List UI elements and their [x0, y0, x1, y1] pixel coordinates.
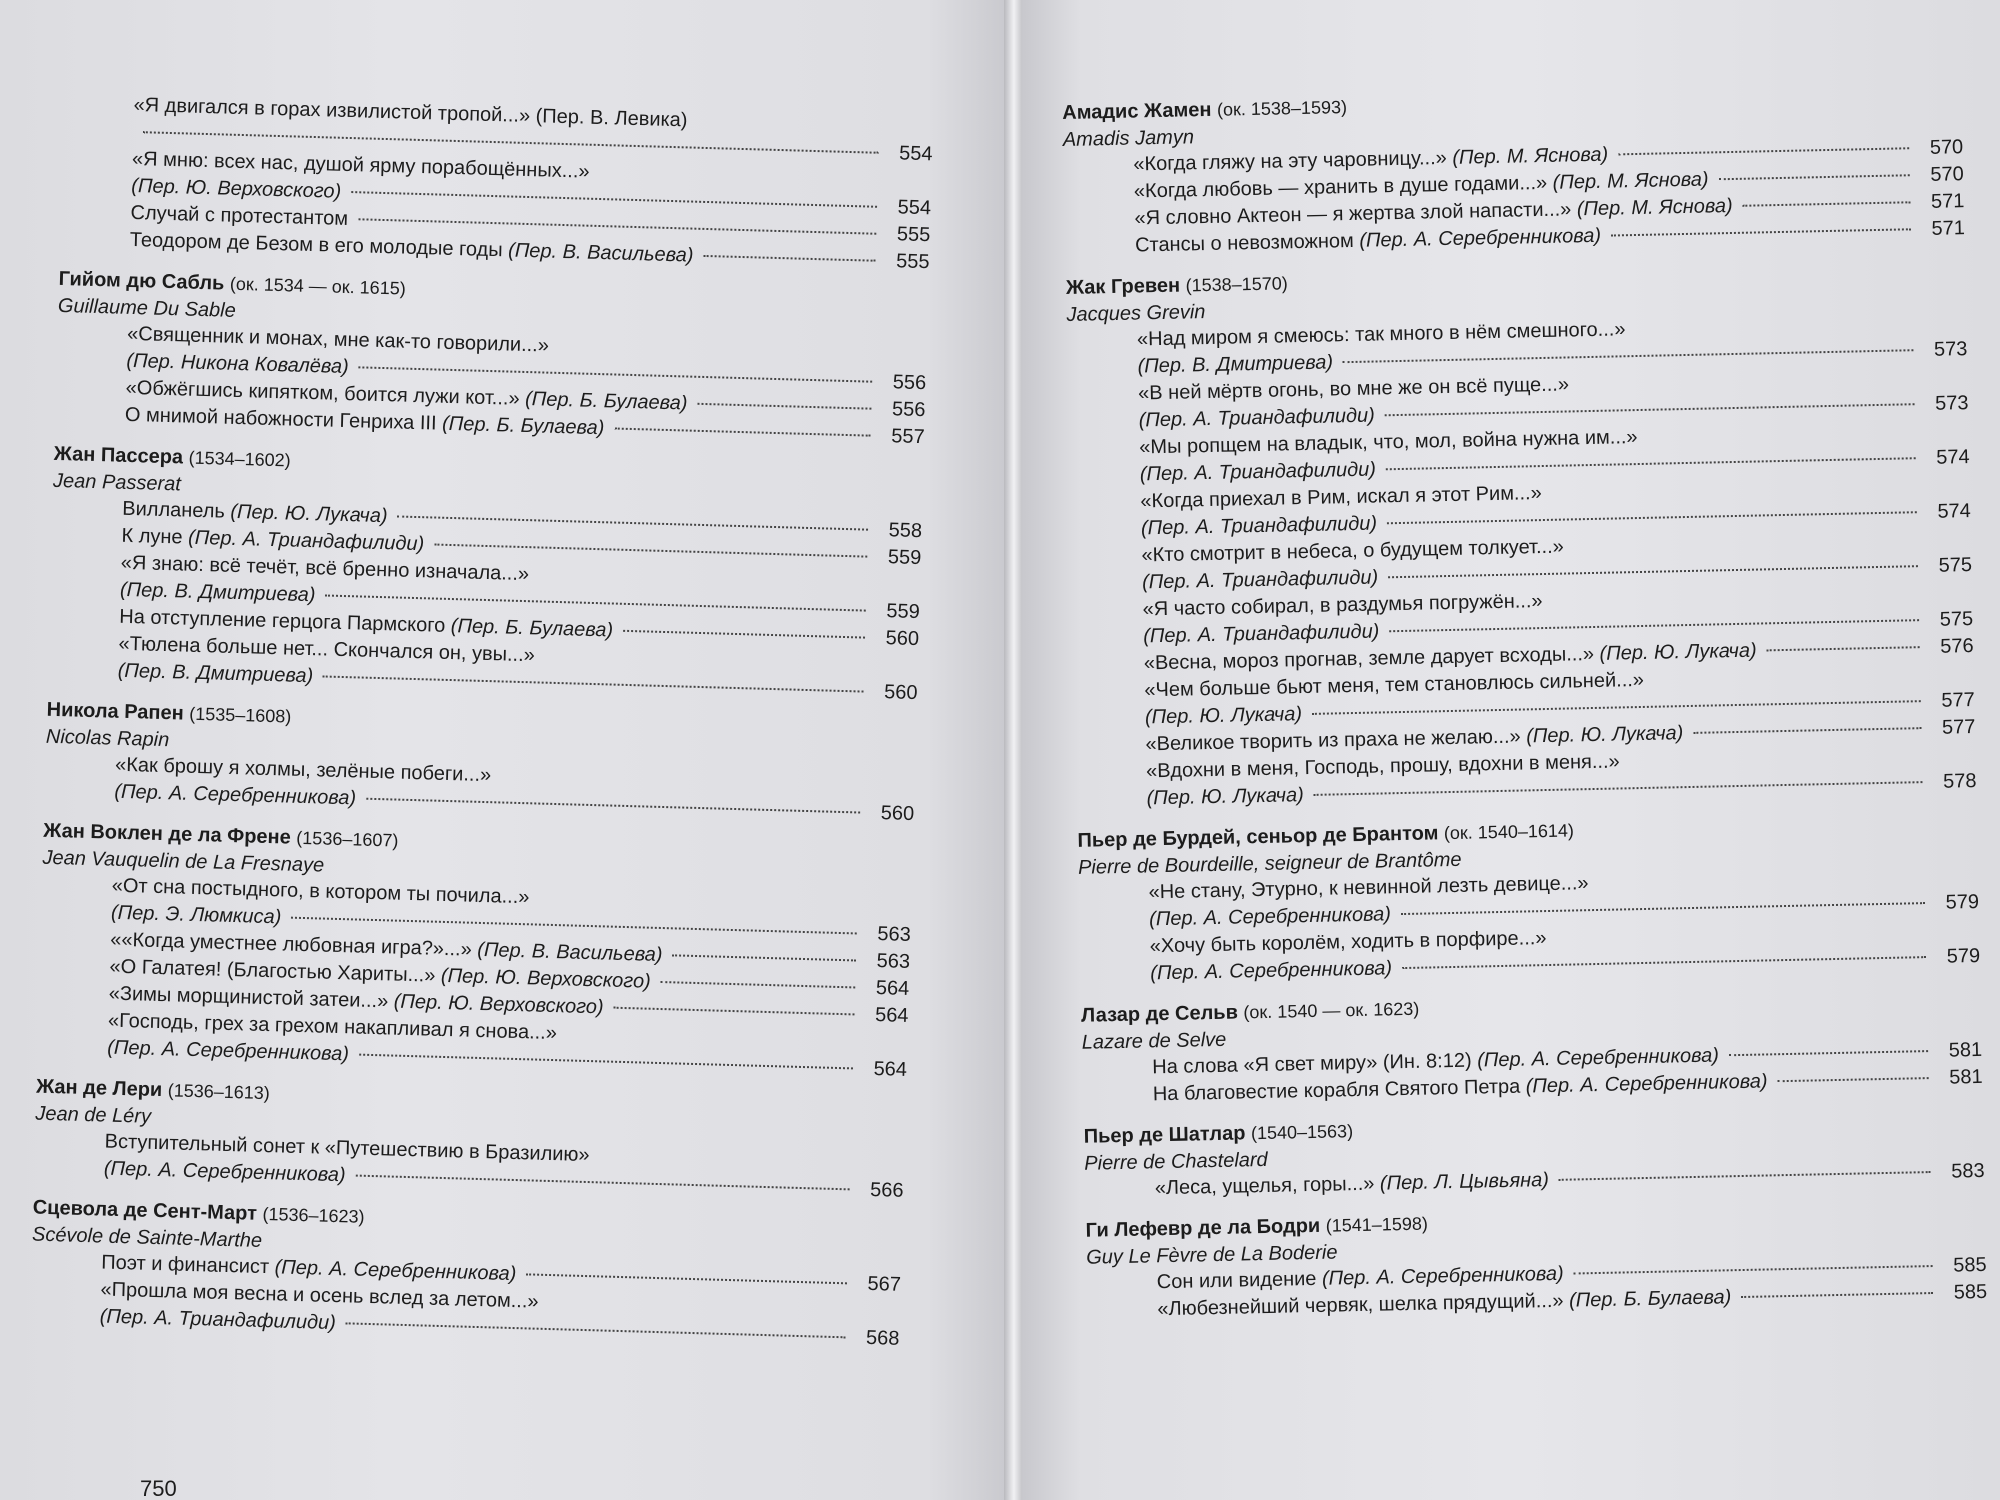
dot-leader: [1729, 1050, 1928, 1056]
entry-page-number: 585: [1953, 1280, 1988, 1304]
dot-leader: [1718, 174, 1909, 180]
author-dates: (1541–1598): [1325, 1213, 1429, 1236]
author-block: [47, 441, 923, 707]
dot-leader: [672, 954, 856, 961]
author-name: Сцевола де Сент-Март: [32, 1196, 258, 1225]
entry-page-number: 557: [890, 425, 925, 449]
entry-translator: (Пер. Ю. Лукача): [1146, 784, 1304, 810]
author-block: [1062, 81, 1965, 261]
entry-title-line: Вступительный сонет к «Путешествию в Бразилию»: [104, 1130, 590, 1167]
entry-title-line: «От сна постыдного, в котором ты почила...»: [111, 874, 530, 909]
entry-translator: (Пер. Ю. Лукача): [1525, 722, 1684, 748]
entry-title-text: «Леса, ущелья, горы...»: [1154, 1172, 1375, 1200]
author-dates: (1536–1623): [262, 1203, 365, 1227]
author-name: Жан Пассера: [53, 442, 184, 469]
dot-leader: [359, 1054, 853, 1070]
entry-title-line: «В ней мёртв огонь, во мне же он всё пуще...»: [1137, 373, 1570, 405]
entry-title-text: «Великое творить из праха не желаю...»: [1145, 725, 1521, 756]
entry-page-number: 564: [874, 1004, 909, 1027]
entry-title-text: На отступление герцога Пармского: [119, 605, 446, 637]
entry-title-text: Теодором де Безом в его молодые годы: [129, 228, 503, 262]
entry-page-number: 574: [1937, 500, 1972, 523]
entry-translator: (Пер. М. Яснова): [1452, 143, 1609, 169]
entry-title-line: «Не стану, Этурно, к невинной лезть девице...»: [1148, 872, 1589, 904]
dot-leader: [1574, 1265, 1933, 1275]
dot-leader: [1741, 1292, 1933, 1298]
entry-page-number: 573: [1934, 392, 1969, 415]
entry-title-text: На слова «Я свет миру» (Ин. 8:12): [1152, 1049, 1472, 1079]
author-block: [1077, 809, 1980, 989]
entry-translator: (Пер. А. Серебренникова): [106, 1036, 350, 1066]
entry-translator: (Пер. А. Триандафилиди): [1140, 512, 1378, 540]
dot-leader: [623, 630, 865, 639]
entry-translator: (Пер. Б. Булаева): [524, 388, 688, 415]
entry-translator: (Пер. А. Серебренникова): [1150, 957, 1393, 985]
entry-page-number: 577: [1941, 689, 1975, 712]
entry-page-number: 571: [1930, 190, 1965, 213]
entry-translator: (Пер. В. Дмитриева): [119, 578, 316, 607]
author-dates: (1535–1608): [188, 703, 292, 727]
entry-title-text: На благовестие корабля Святого Петра: [1152, 1075, 1521, 1106]
entry-page-number: 579: [1945, 890, 1980, 914]
entry-page-number: 555: [895, 250, 930, 274]
author-block: [1085, 1199, 1987, 1325]
author-name: Лазар де Сельв: [1080, 1001, 1239, 1027]
dot-leader: [614, 427, 870, 436]
dot-leader: [291, 917, 857, 935]
entry-title-text: Случай с протестантом: [130, 201, 349, 230]
entry-page-number: 556: [892, 371, 927, 395]
entry-title-line: «Я часто собирал, в раздумья погружён...»: [1142, 590, 1543, 621]
entry-title-text: «Весна, мороз прогнав, земле дарует всходы...»: [1143, 642, 1595, 675]
entry-page-number: 566: [869, 1178, 904, 1202]
dot-leader: [358, 218, 876, 234]
dot-leader: [661, 981, 856, 988]
author-latin-name: Guy Le Fèvre de La Boderie: [1086, 1241, 1338, 1269]
entry-title-line: «Господь, грех за грехом накапливал я снова...»: [107, 1009, 558, 1045]
entry-title-line: «Вдохни в меня, Господь, прошу, вдохни в меня...»: [1145, 750, 1620, 783]
entry-page-number: 564: [873, 1057, 908, 1081]
author-dates: (ок. 1540 — ок. 1623): [1243, 998, 1420, 1023]
author-latin-name: Scévole de Sainte-Marthe: [31, 1223, 263, 1252]
entry-page-number: 554: [898, 142, 933, 166]
author-name: Амадис Жамен: [1062, 98, 1212, 124]
entry-translator: (Пер. А. Триандафилиди): [1138, 404, 1376, 432]
entry-translator: (Пер. А. Серебренникова): [114, 780, 357, 810]
dot-leader: [397, 515, 868, 530]
entry-translator: (Пер. М. Яснова): [1552, 168, 1709, 194]
entry-translator: (Пер. М. Яснова): [1576, 194, 1733, 221]
entry-page-number: 560: [883, 681, 918, 705]
entry-translator: (Пер. Ю. Верховского): [393, 990, 604, 1019]
entry-title-line: «Мы ропщем на владык, что, мол, война нужна им...»: [1139, 426, 1638, 459]
entry-title-line: «Я мню: всех нас, душой ярму порабощённых...»: [131, 147, 590, 183]
dot-leader: [1389, 619, 1919, 632]
entry-title: [107, 1035, 349, 1069]
entry-translator: (Пер. В. Дмитриева): [117, 659, 314, 688]
dot-leader: [526, 1273, 847, 1284]
dot-leader: [1559, 1171, 1931, 1181]
dot-leader: [1401, 902, 1925, 915]
right-page: [1022, 0, 2000, 1500]
entry-translator: (Пер. А. Серебренникова): [1359, 224, 1602, 252]
author-block: [59, 90, 933, 276]
entry-title-text: «О Галатея! (Благостью Хариты...»: [109, 955, 436, 987]
entry-title-line: «Когда приехал в Рим, искал я этот Рим...»: [1140, 482, 1542, 513]
dot-leader: [1618, 147, 1909, 155]
dot-leader: [1743, 201, 1911, 207]
entry-title: [104, 1156, 346, 1190]
author-dates: (1536–1607): [296, 827, 399, 851]
author-latin-name: Pierre de Chastelard: [1084, 1148, 1268, 1175]
entry-title: [117, 658, 313, 690]
entry-translator: (Пер. Б. Булаева): [1568, 1286, 1732, 1312]
dot-leader: [1402, 956, 1926, 969]
entry-translator: (Пер. Э. Люмкиса): [110, 901, 282, 929]
entry-translator: (Пер. В. Васильева): [477, 938, 663, 967]
entry-title-line: «Хочу быть королём, ходить в порфире...»: [1149, 927, 1547, 958]
entry-page-number: 581: [1949, 1065, 1983, 1089]
entry-translator: (Пер. А. Триандафилиди): [1143, 620, 1380, 648]
entry-page-number: 570: [1930, 163, 1964, 186]
author-latin-name: Nicolas Rapin: [45, 725, 170, 752]
dot-leader: [697, 403, 871, 410]
entry-title-text: «Обжёгшись кипятком, боится лужи кот...»: [125, 376, 520, 410]
author-block: [34, 1074, 907, 1205]
entry-translator: (Пер. А. Триандафилиди): [1141, 566, 1379, 594]
entry-page-number: 576: [1940, 635, 1974, 658]
entry-title-text: Поэт и финансист: [100, 1251, 270, 1279]
entry-translator: (Пер. А. Серебренникова): [1525, 1070, 1768, 1098]
page-number: 750: [140, 1476, 177, 1500]
dot-leader: [1343, 349, 1913, 363]
entry-title-line: «Над миром я смеюсь: так много в нём смешного...»: [1136, 318, 1626, 351]
entry-page-number: 556: [891, 398, 926, 422]
entry-title-line: «Тюлена больше нет... Скончался он, увы...»: [118, 632, 536, 667]
entry-title: [114, 779, 356, 813]
entry-title-text: «Любезнейший червяк, шелка прядущий...»: [1157, 1289, 1564, 1321]
right-toc-column: [1062, 81, 1988, 1339]
dot-leader: [1693, 727, 1921, 734]
entry-title-text: Сон или видение: [1156, 1267, 1317, 1294]
author-name: Жак Гревен: [1065, 274, 1181, 299]
entry-page-number: 573: [1933, 338, 1968, 361]
entry-translator: (Пер. А. Серебренникова): [1321, 1262, 1564, 1290]
entry-translator: (Пер. А. Серебренникова): [1148, 903, 1392, 931]
dot-leader: [1386, 457, 1916, 470]
entry-title-line: «Священник и монах, мне как-то говорили...»: [126, 322, 550, 357]
author-dates: (1540–1563): [1250, 1121, 1354, 1144]
entry-translator: (Пер. Б. Булаева): [450, 615, 614, 642]
entry-page-number: 559: [887, 546, 922, 570]
author-name: Жан Воклен де ла Френе: [43, 819, 292, 849]
author-dates: (1534–1602): [188, 447, 291, 471]
author-latin-name: Jacques Grevin: [1066, 301, 1206, 326]
entry-page-number: 577: [1941, 716, 1976, 739]
dot-leader: [323, 675, 863, 692]
entry-translator: (Пер. Ю. Лукача): [230, 500, 388, 528]
entry-translator: (Пер. А. Триандафилиди): [187, 526, 425, 556]
entry-title: [1145, 701, 1303, 731]
entry-translator: (Пер. Ю. Лукача): [1599, 639, 1757, 665]
author-block: [44, 697, 917, 828]
author-block: [1083, 1105, 1984, 1204]
author-name: Ги Лефевр де ла Бодри: [1085, 1214, 1321, 1242]
author-name: Гийом дю Сабль: [58, 267, 225, 295]
dot-leader: [703, 255, 875, 262]
dot-leader: [1388, 565, 1918, 578]
entry-page-number: 575: [1939, 608, 1974, 631]
author-name: Пьер де Бурдей, сеньор де Брантом: [1077, 822, 1439, 852]
entry-page-number: 560: [885, 627, 920, 651]
left-toc-column: [29, 90, 934, 1367]
author-name: Жан де Лери: [35, 1075, 163, 1102]
dot-leader: [359, 366, 873, 382]
entry-translator: (Пер. Никона Ковалёва): [126, 349, 350, 379]
entry-page-number: 585: [1953, 1253, 1987, 1277]
entry-translator: (Пер. Ю. Верховского): [440, 964, 652, 993]
author-dates: (ок. 1540–1614): [1443, 820, 1575, 844]
dot-leader: [1312, 700, 1921, 715]
entry-page-number: 558: [888, 519, 923, 543]
author-latin-name: Jean de Léry: [35, 1102, 152, 1128]
entry-page-number: 574: [1936, 446, 1970, 469]
entry-title-text: О мнимой набожности Генриха III: [124, 403, 437, 435]
entry-title-line: «Чем больше бьют меня, тем становлюсь сильней...»: [1144, 668, 1645, 702]
author-block: [55, 266, 929, 451]
dot-leader: [434, 544, 867, 558]
entry-translator: (Пер. А. Серебренникова): [274, 1256, 517, 1286]
entry-page-number: 563: [876, 950, 911, 973]
author-dates: (ок. 1534 — ок. 1615): [229, 273, 407, 299]
entry-title-line: «Кто смотрит в небеса, о будущем толкует...»: [1141, 535, 1565, 567]
dot-leader: [325, 594, 865, 611]
entry-page-number: 559: [886, 600, 921, 624]
dot-leader: [366, 798, 860, 814]
entry-title: [99, 1303, 336, 1337]
entry-page-number: 570: [1929, 136, 1964, 159]
entry-page-number: 554: [897, 196, 932, 220]
entry-title-text: ««Когда уместнее любовная игра?»...»: [109, 928, 473, 961]
dot-leader: [1777, 1077, 1928, 1082]
author-name: Пьер де Шатлар: [1083, 1122, 1246, 1148]
entry-page-number: 571: [1931, 217, 1966, 240]
entry-page-number: 563: [877, 923, 912, 946]
entry-title-text: «Я словно Актеон — я жертва злой напасти...»: [1134, 198, 1572, 230]
entry-translator: (Пер. Ю. Верховского): [131, 174, 342, 203]
entry-translator: (Пер. Б. Булаева): [441, 412, 605, 440]
entry-translator: (Пер. В. Васильева): [507, 239, 694, 267]
entry-title-text: «Когда гляжу на эту чаровницу...»: [1133, 146, 1447, 176]
dot-leader: [1611, 228, 1911, 236]
dot-leader: [351, 191, 877, 208]
entry-translator: (Пер. А. Триандафилиди): [99, 1305, 337, 1335]
author-block: [29, 1195, 902, 1353]
author-dates: (ок. 1538–1593): [1216, 97, 1348, 120]
entry-translator: (Пер. А. Серебренникова): [103, 1157, 346, 1187]
author-latin-name: Jean Passerat: [52, 469, 182, 496]
entry-title-line: «Прошла моя весна и осень вслед за летом...»: [100, 1278, 539, 1313]
author-latin-name: Amadis Jamyn: [1062, 126, 1195, 151]
author-latin-name: Pierre de Bourdeille, seigneur de Brantôme: [1077, 848, 1462, 879]
dot-leader: [356, 1175, 850, 1191]
entry-title-line: «Как брошу я холмы, зелёные побеги...»: [114, 753, 492, 787]
entry-translator: (Пер. Л. Цывьяна): [1379, 1169, 1550, 1195]
entry-title: [1150, 955, 1392, 987]
entry-page-number: 567: [867, 1272, 902, 1296]
entry-page-number: 560: [880, 802, 915, 826]
entry-page-number: 579: [1946, 944, 1981, 968]
author-block: [37, 818, 913, 1084]
author-latin-name: Jean Vauquelin de La Fresnaye: [42, 846, 325, 877]
entry-page-number: 578: [1942, 770, 1977, 793]
entry-title: [1137, 349, 1333, 380]
entry-translator: (Пер. Ю. Лукача): [1144, 703, 1303, 729]
entry-page-number: 568: [865, 1326, 900, 1350]
author-latin-name: Guillaume Du Sable: [57, 294, 237, 322]
dot-leader: [1385, 403, 1915, 416]
entry-page-number: 575: [1938, 554, 1973, 577]
entry-title-text: Стансы о невозможном: [1134, 229, 1354, 257]
author-dates: (1538–1570): [1185, 273, 1288, 296]
entry-title: [1146, 782, 1304, 812]
dot-leader: [1314, 781, 1923, 796]
author-block: [1066, 256, 1977, 814]
entry-title-line: «Я двигался в горах извилистой тропой...» (Пер. В. Левика): [133, 93, 688, 132]
entry-title-line: «Я знаю: всё течёт, всё бренно изначала...»: [120, 551, 530, 586]
entry-title-text: Вилланель: [122, 497, 226, 523]
dot-leader: [346, 1322, 846, 1338]
entry-translator: (Пер. А. Серебренникова): [1476, 1044, 1720, 1072]
entry-page-number: 583: [1951, 1159, 1985, 1183]
entry-title-text: К луне: [121, 524, 183, 549]
dot-leader: [614, 1007, 855, 1016]
dot-leader: [1387, 511, 1917, 524]
entry-page-number: 555: [896, 223, 931, 247]
author-name: Никола Рапен: [46, 698, 185, 725]
entry-page-number: 581: [1948, 1038, 1983, 1062]
entry-translator: (Пер. В. Дмитриева): [1137, 351, 1334, 378]
entry-title-text: «Когда любовь — хранить в душе годами...»: [1133, 171, 1548, 203]
author-latin-name: Lazare de Selve: [1081, 1028, 1227, 1054]
dot-leader: [1767, 646, 1920, 651]
entry-translator: (Пер. А. Триандафилиди): [1139, 458, 1377, 486]
entry-title-text: «Зимы морщинистой затеи...»: [108, 982, 389, 1013]
author-dates: (1536–1613): [167, 1080, 271, 1104]
author-block: [1081, 984, 1983, 1110]
entry-page-number: 564: [875, 977, 910, 1000]
